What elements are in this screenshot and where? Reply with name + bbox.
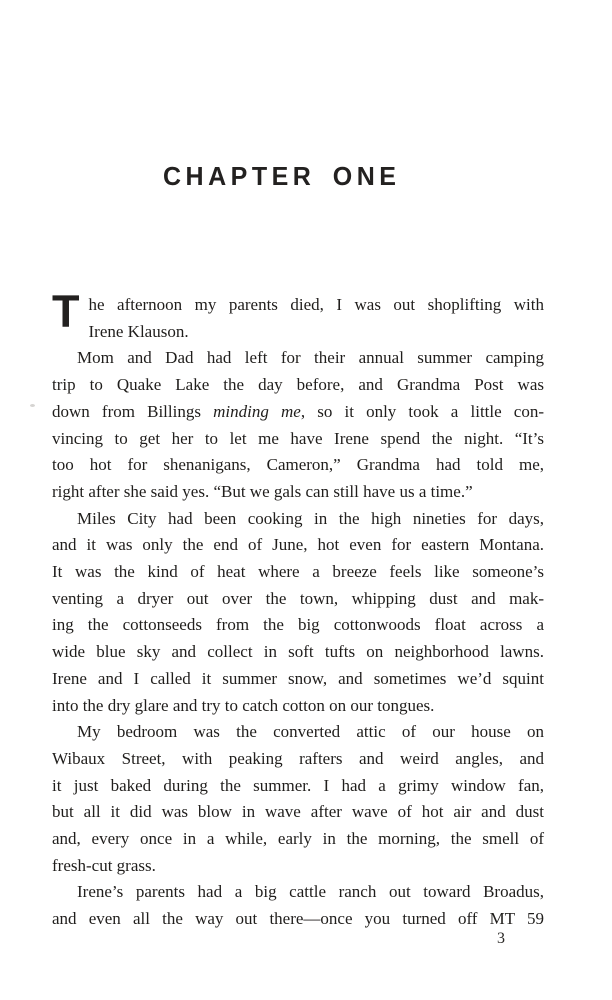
paragraph-4 bbox=[52, 719, 544, 879]
scan-speck bbox=[30, 404, 35, 407]
body-line: Irene’s parents had a big cattle ranch out toward Broadus, bbox=[77, 882, 544, 902]
body-line: into the dry glare and try to catch cotton on our tongues. bbox=[52, 695, 435, 715]
body-text bbox=[52, 286, 545, 933]
body-line: wide blue sky and collect in soft tufts on neighborhood lawns. bbox=[52, 642, 544, 662]
body-line: and, every once in a while, early in the morning, the smell of bbox=[52, 829, 544, 849]
body-line: Mom and Dad had left for their annual summer camping bbox=[77, 348, 544, 368]
body-line: he afternoon my parents died, I was out shoplifting with bbox=[88, 295, 544, 314]
body-line: Irene Klauson. bbox=[88, 321, 189, 341]
line-segment: , so it only took a little con- bbox=[300, 401, 545, 421]
paragraph-1 bbox=[52, 286, 544, 345]
body-line: Miles City had been cooking in the high nineties for days, bbox=[77, 508, 544, 528]
body-line: Wibaux Street, with peaking rafters and weird angles, and bbox=[52, 748, 544, 768]
body-line: fresh-cut grass. bbox=[52, 855, 156, 875]
chapter-heading: CHAPTER ONE bbox=[163, 162, 401, 192]
paragraph-5 bbox=[52, 879, 544, 932]
body-line: trip to Quake Lake the day before, and Grandma Post was bbox=[52, 375, 544, 395]
page-number: 3 bbox=[497, 930, 505, 947]
body-line: too hot for shenanigans, Cameron,” Grandma had told me, bbox=[52, 455, 544, 475]
body-line: My bedroom was the converted attic of our house on bbox=[77, 722, 544, 742]
body-line: but all it did was blow in wave after wave of hot air and dust bbox=[52, 802, 544, 822]
body-line: vincing to get her to let me have Irene spend the night. “It’s bbox=[52, 428, 544, 448]
line-segment: down from Billings bbox=[52, 401, 214, 421]
body-line: and it was only the end of June, hot even for eastern Montana. bbox=[52, 535, 544, 555]
line-segment-italic: minding me bbox=[213, 401, 301, 421]
body-line: and even all the way out there—once you turned off MT 59 bbox=[52, 909, 544, 929]
body-line: Irene and I called it summer snow, and sometimes we’d squint bbox=[52, 668, 544, 688]
body-line: It was the kind of heat where a breeze feels like someone’s bbox=[52, 562, 544, 582]
drop-cap: T bbox=[52, 286, 80, 337]
body-line: right after she said yes. “But we gals can still have us a time.” bbox=[52, 481, 473, 501]
body-line: it just baked during the summer. I had a grimy window fan, bbox=[52, 775, 544, 795]
paragraph-2 bbox=[52, 345, 544, 505]
body-line: ing the cottonseeds from the big cottonwoods float across a bbox=[52, 615, 544, 635]
body-line bbox=[52, 399, 544, 426]
body-line: venting a dryer out over the town, whipping dust and mak- bbox=[52, 588, 544, 608]
paragraph-3 bbox=[52, 506, 544, 720]
